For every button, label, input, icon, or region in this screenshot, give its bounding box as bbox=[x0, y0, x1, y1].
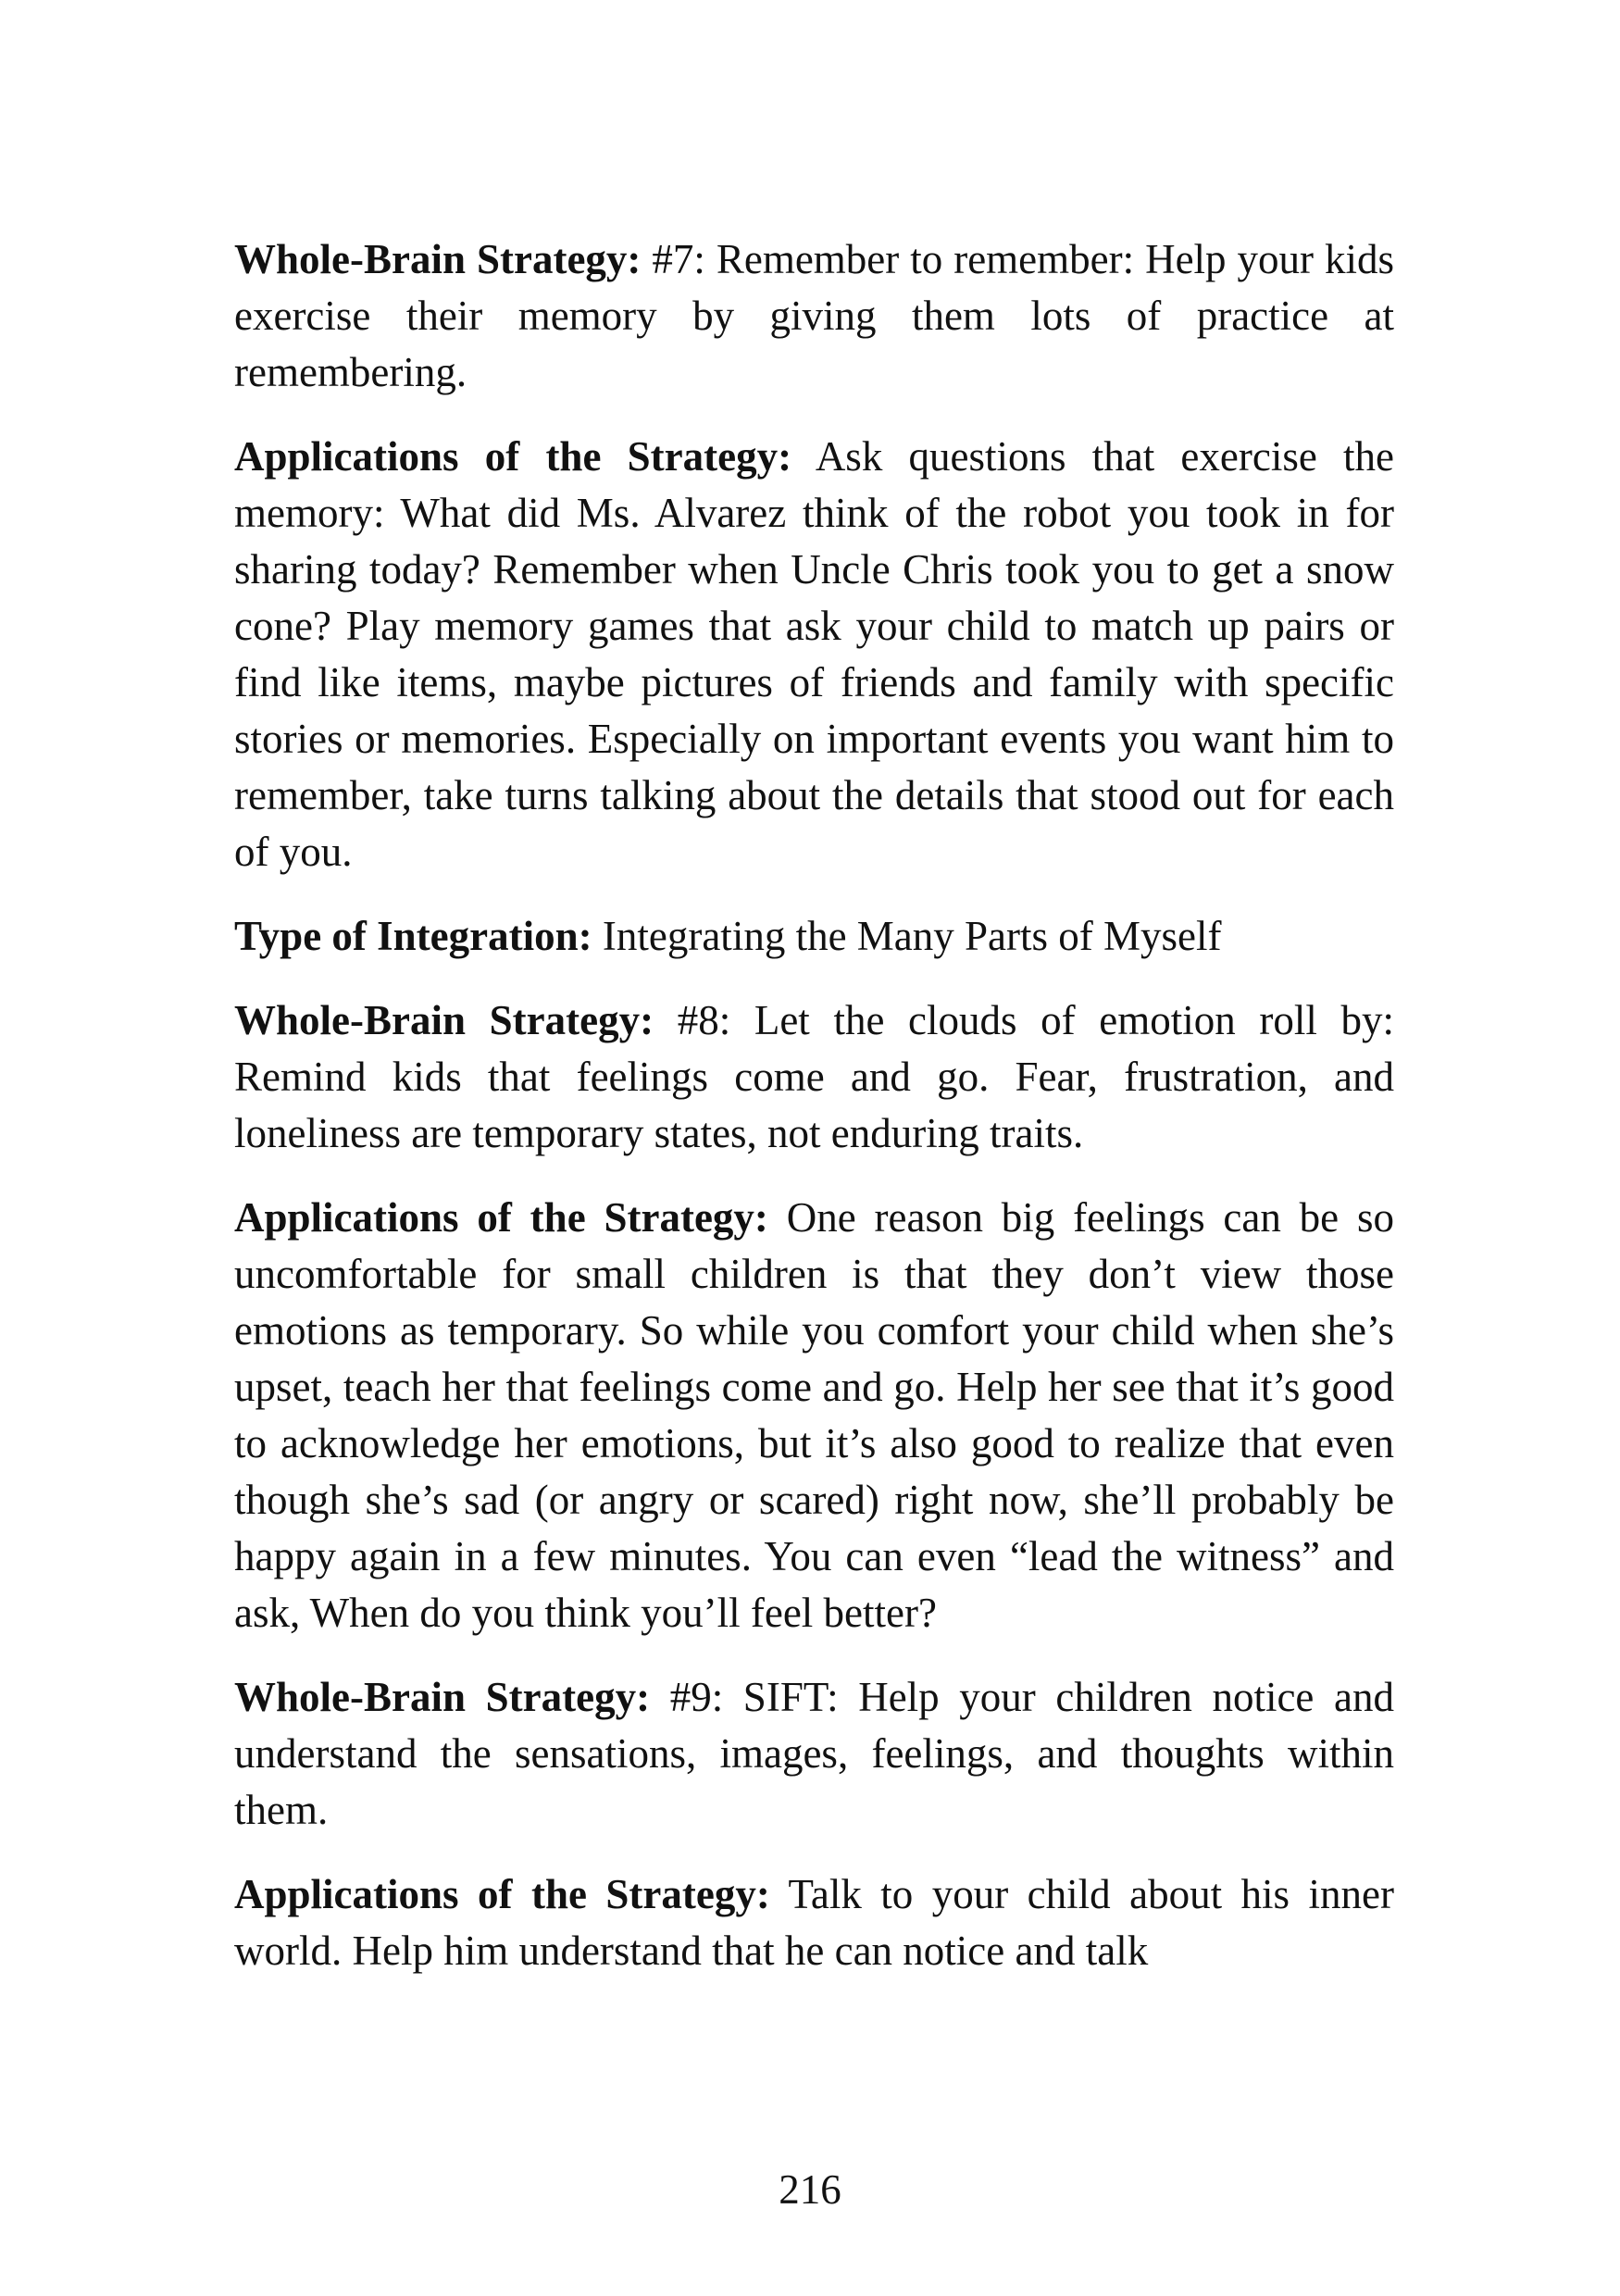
paragraph-label: Type of Integration: bbox=[234, 913, 592, 959]
paragraph-label: Applications of the Strategy: bbox=[234, 1871, 770, 1917]
paragraph-text: Integrating the Many Parts of Myself bbox=[602, 913, 1222, 959]
paragraph-applications-8 bbox=[234, 1190, 1394, 1641]
paragraph-text: Ask questions that exercise the memory: What did Ms. Alvarez think of the robot you took in for sharing today? Remember when Uncle Chris took you to get a snow cone? Play memory games that ask your child to match up pairs or find like items, maybe pictures of friends and family with specific stories or memories. Especially on important events you want him to remember, take turns talking about the details that stood out for each of you. bbox=[234, 433, 1394, 875]
paragraph-strategy-9 bbox=[234, 1669, 1394, 1839]
paragraph-text: #9: SIFT: Help your children notice and understand the sensations, images, feelings, and thoughts within them. bbox=[234, 1674, 1395, 1833]
paragraph-label: Applications of the Strategy: bbox=[234, 1194, 768, 1241]
paragraph-label: Whole-Brain Strategy: bbox=[234, 236, 642, 282]
paragraph-applications-7 bbox=[234, 429, 1394, 880]
paragraph-text: #7: Remember to remember: Help your kids exercise their memory by giving them lots of practice at remembering. bbox=[234, 236, 1394, 395]
paragraph-strategy-7 bbox=[234, 231, 1394, 401]
page-body bbox=[234, 231, 1394, 2007]
paragraph-label: Whole-Brain Strategy: bbox=[234, 1674, 651, 1720]
paragraph-text: One reason big feelings can be so uncomfortable for small children is that they don’t view those emotions as temporary. So while you comfort your child when she’s upset, teach her that feelings come and go. Help her see that it’s good to acknowledge her emotions, but it’s also good to realize that even though she’s sad (or angry or scared) right now, she’ll probably be happy again in a few minutes. You can even “lead the witness” and ask, When do you think you’ll feel better? bbox=[234, 1194, 1394, 1636]
paragraph-text: #8: Let the clouds of emotion roll by: Remind kids that feelings come and go. Fear, frustration, and loneliness are temporary states, not enduring traits. bbox=[234, 997, 1395, 1156]
paragraph-text: Talk to your child about his inner world. Help him understand that he can notice and talk bbox=[234, 1871, 1394, 1974]
paragraph-integration-type bbox=[234, 908, 1394, 965]
paragraph-label: Whole-Brain Strategy: bbox=[234, 997, 654, 1043]
paragraph-strategy-8 bbox=[234, 992, 1394, 1162]
paragraph-applications-9 bbox=[234, 1866, 1394, 1979]
page-number: 216 bbox=[779, 2166, 841, 2213]
paragraph-label: Applications of the Strategy: bbox=[234, 433, 792, 480]
